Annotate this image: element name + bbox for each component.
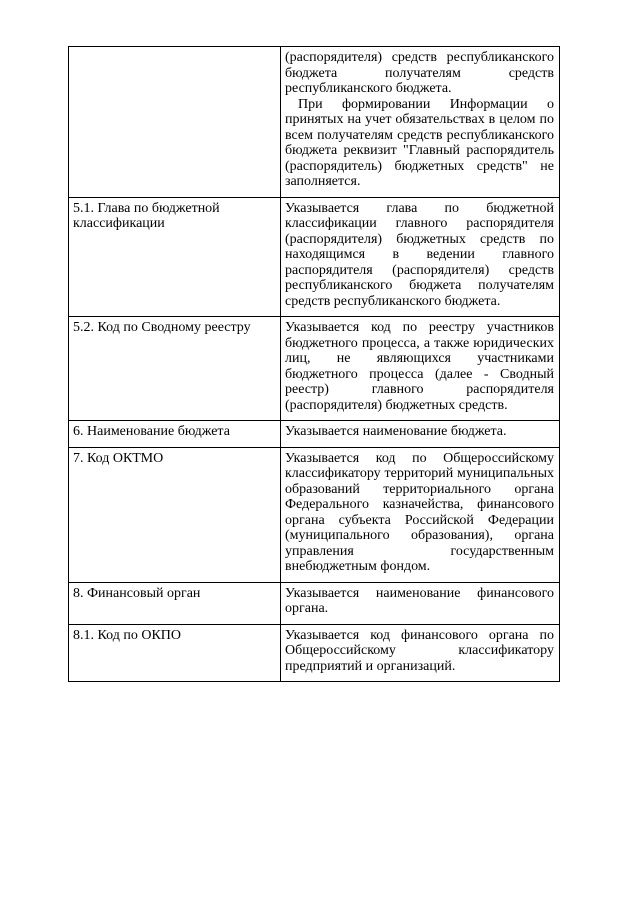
table-row: [69, 582, 560, 624]
field-name-cell: 6. Наименование бюджета: [69, 421, 281, 448]
table-row: [69, 197, 560, 317]
description-paragraph: (распорядителя) средств республиканского бюджета получателям средств республиканского бюджета.: [285, 50, 554, 96]
table-row: [69, 47, 560, 198]
field-description-cell: [281, 47, 560, 198]
description-paragraph: При формировании Информации о принятых на учет обязательствах в целом по всем получателям средств республиканского бюджета реквизит "Главный распорядитель (распорядитель) бюджетных средств" не заполняется.: [285, 96, 554, 189]
field-name-cell: 7. Код ОКТМО: [69, 447, 281, 582]
description-paragraph: Указывается наименование бюджета.: [285, 424, 507, 439]
description-paragraph: Указывается код финансового органа по Общероссийскому классификатору предприятий и организаций.: [285, 627, 554, 674]
field-description-cell: [281, 582, 560, 624]
field-description-cell: [281, 197, 560, 317]
requisites-table: [68, 46, 560, 682]
field-description-cell: [281, 421, 560, 448]
table-row: [69, 317, 560, 421]
description-paragraph: Указывается код по Общероссийскому классификатору территорий муниципальных образований территориального органа Федерального казначейства, финансового органа субъекта Российской Федерации (муниципального образования), органа управления государственным внебюджетным фондом.: [285, 450, 554, 574]
table-row: [69, 447, 560, 582]
field-description-cell: [281, 624, 560, 682]
table-row: [69, 624, 560, 682]
table-row: [69, 421, 560, 448]
description-paragraph: Указывается код по реестру участников бюджетного процесса, а также юридических лиц, не являющихся участниками бюджетного процесса (далее - Сводный реестр) главного распорядителя (распорядителя) бюджетных средств.: [285, 320, 554, 413]
field-name-cell: 5.2. Код по Сводному реестру: [69, 317, 281, 421]
field-name-cell: 5.1. Глава по бюджетной классификации: [69, 197, 281, 317]
description-paragraph: Указывается наименование финансового органа.: [285, 585, 554, 616]
field-name-cell: 8. Финансовый орган: [69, 582, 281, 624]
description-paragraph: Указывается глава по бюджетной классификации главного распорядителя (распорядителя) бюджетных средств по находящимся в ведении главного распорядителя (распорядителя) средств республиканского бюджета получателям средств республиканского бюджета.: [285, 200, 554, 309]
field-description-cell: [281, 317, 560, 421]
field-name-cell: [69, 47, 281, 198]
field-name-cell: 8.1. Код по ОКПО: [69, 624, 281, 682]
field-description-cell: [281, 447, 560, 582]
